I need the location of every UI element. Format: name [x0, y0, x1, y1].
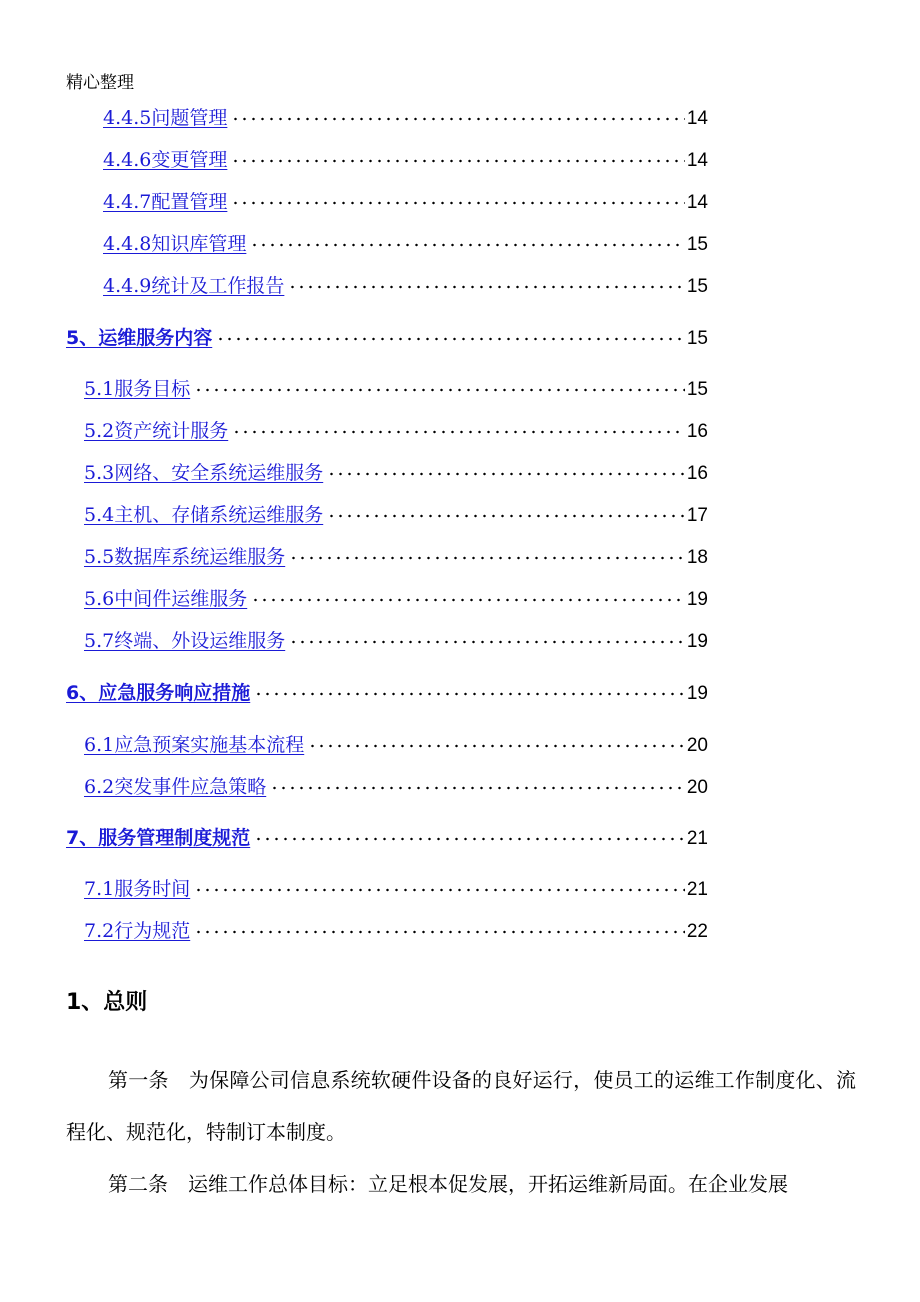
toc-page-number: 14: [686, 108, 708, 129]
toc-dot-leader: [229, 98, 685, 124]
toc-entry[interactable]: [84, 621, 708, 652]
toc-dot-leader: [268, 767, 685, 793]
toc-entry[interactable]: [66, 673, 708, 704]
toc-entry[interactable]: [84, 579, 708, 610]
toc-page-number: 15: [686, 379, 708, 400]
toc-entry[interactable]: [84, 911, 708, 942]
toc-dot-leader: [192, 369, 685, 395]
toc-entry-link[interactable]: 7.2行为规范: [84, 920, 191, 942]
toc-entry-link[interactable]: 7.1服务时间: [84, 878, 191, 900]
toc-page-number: 15: [686, 234, 708, 255]
toc-entry[interactable]: [66, 318, 708, 349]
toc-entry-link[interactable]: 5、运维服务内容: [66, 327, 213, 349]
toc-entry[interactable]: [84, 537, 708, 568]
toc-dot-leader: [229, 140, 685, 166]
toc-entry[interactable]: [84, 453, 708, 484]
toc-dot-leader: [286, 266, 685, 292]
toc-page-number: 19: [686, 683, 708, 704]
toc-page-number: 20: [686, 735, 708, 756]
toc-entry-link[interactable]: 4.4.7配置管理: [103, 191, 228, 213]
toc-entry[interactable]: [84, 869, 708, 900]
toc-entry[interactable]: [103, 224, 708, 255]
toc-dot-leader: [249, 579, 685, 605]
toc-entry[interactable]: [103, 266, 708, 297]
toc-page-number: 15: [686, 328, 708, 349]
toc-dot-leader: [325, 453, 685, 479]
toc-dot-leader: [230, 411, 685, 437]
toc-entry-link[interactable]: 4.4.5问题管理: [103, 107, 228, 129]
toc-dot-leader: [252, 818, 685, 844]
toc-dot-leader: [325, 495, 685, 521]
toc-page-number: 21: [686, 879, 708, 900]
toc-dot-leader: [287, 537, 685, 563]
toc-entry-link[interactable]: 5.6中间件运维服务: [84, 588, 248, 610]
toc-dot-leader: [252, 673, 685, 699]
toc-entry-link[interactable]: 4.4.8知识库管理: [103, 233, 247, 255]
toc-entry[interactable]: [103, 140, 708, 171]
toc-page-number: 19: [686, 631, 708, 652]
toc-page-number: 16: [686, 463, 708, 484]
toc-entry-link[interactable]: 4.4.9统计及工作报告: [103, 275, 285, 297]
toc-entry-link[interactable]: 5.5数据库系统运维服务: [84, 546, 286, 568]
toc-entry-link[interactable]: 6、应急服务响应措施: [66, 682, 251, 704]
toc-page-number: 22: [686, 921, 708, 942]
toc-entry[interactable]: [84, 369, 708, 400]
paragraph-article-2: 第二条 运维工作总体目标：立足根本促发展，开拓运维新局面。在企业发展: [108, 1172, 788, 1196]
toc-dot-leader: [248, 224, 685, 250]
toc-page-number: 20: [686, 777, 708, 798]
page-header-label: 精心整理: [66, 73, 134, 93]
toc-entry-link[interactable]: 4.4.6变更管理: [103, 149, 228, 171]
toc-entry[interactable]: [66, 818, 708, 849]
toc-dot-leader: [287, 621, 685, 647]
toc-entry-link[interactable]: 5.1服务目标: [84, 378, 191, 400]
toc-entry-link[interactable]: 6.2突发事件应急策略: [84, 776, 267, 798]
toc-page-number: 21: [686, 828, 708, 849]
toc-entry[interactable]: [84, 767, 708, 798]
toc-dot-leader: [214, 318, 685, 344]
toc-dot-leader: [306, 725, 685, 751]
toc-entry[interactable]: [84, 411, 708, 442]
toc-entry-link[interactable]: 6.1应急预案实施基本流程: [84, 734, 305, 756]
toc-entry-link[interactable]: 5.7终端、外设运维服务: [84, 630, 286, 652]
toc-entry[interactable]: [84, 495, 708, 526]
toc-page-number: 17: [686, 505, 708, 526]
toc-entry-link[interactable]: 5.4主机、存储系统运维服务: [84, 504, 324, 526]
toc-page-number: 18: [686, 547, 708, 568]
toc-dot-leader: [192, 869, 685, 895]
toc-entry-link[interactable]: 5.2资产统计服务: [84, 420, 229, 442]
toc-entry[interactable]: [103, 98, 708, 129]
toc-page-number: 14: [686, 192, 708, 213]
paragraph-article-1: 第一条 为保障公司信息系统软硬件设备的良好运行，使员工的运维工作制度化、流程化、规范化，特制订本制度。: [66, 1068, 856, 1144]
toc-entry-link[interactable]: 7、服务管理制度规范: [66, 827, 251, 849]
toc-entry[interactable]: [84, 725, 708, 756]
toc-dot-leader: [192, 911, 685, 937]
section-heading: 1、总则: [66, 990, 148, 1015]
toc-dot-leader: [229, 182, 685, 208]
toc-page-number: 16: [686, 421, 708, 442]
toc-entry[interactable]: [103, 182, 708, 213]
toc-entry-link[interactable]: 5.3网络、安全系统运维服务: [84, 462, 324, 484]
toc-page-number: 15: [686, 276, 708, 297]
toc-page-number: 19: [686, 589, 708, 610]
toc-page-number: 14: [686, 150, 708, 171]
